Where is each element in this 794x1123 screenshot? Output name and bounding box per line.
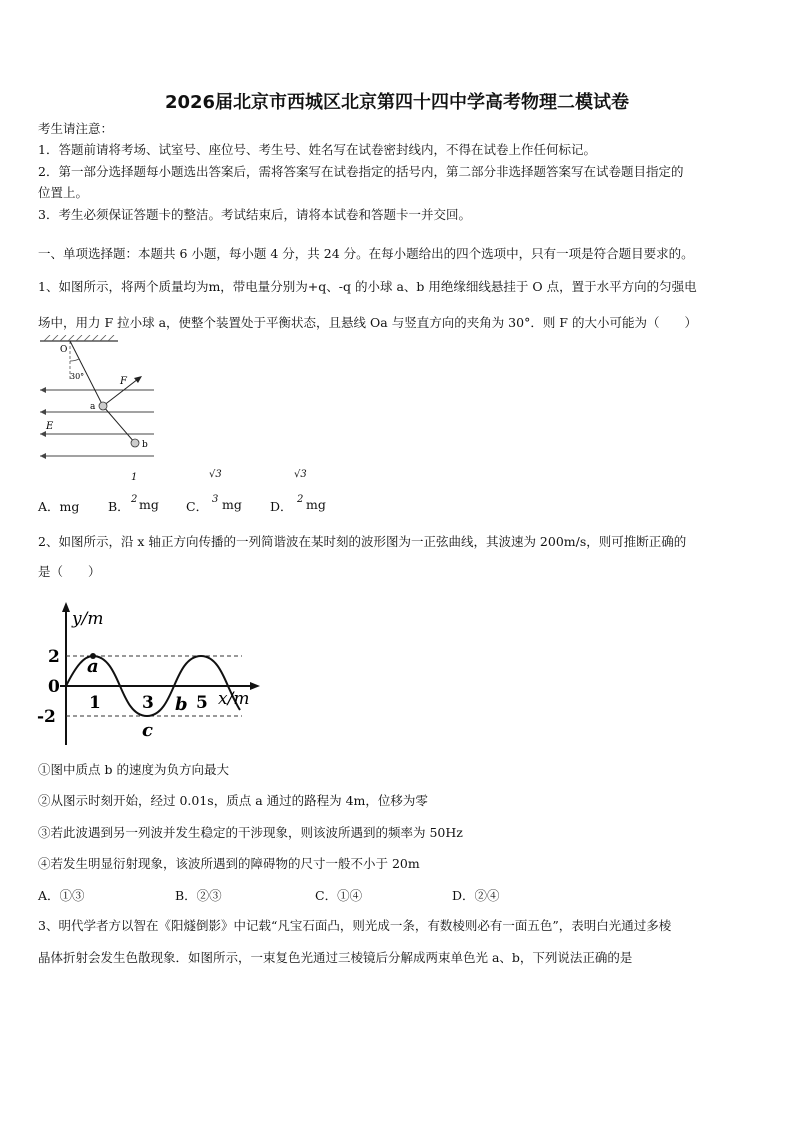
- fig1-label-angle: 30°: [70, 372, 85, 381]
- q1-option-d-den: 2: [297, 494, 304, 505]
- q2-statement-4: ④若发生明显衍射现象，该波所遇到的障碍物的尺寸一般不小于 20m: [38, 856, 420, 871]
- wave-point-c: c: [142, 720, 153, 741]
- q2-statement-2: ②从图示时刻开始，经过 0.01s，质点 a 通过的路程为 4m，位移为零: [38, 793, 428, 808]
- page-title: 2026届北京市西城区北京第四十四中学高考物理二模试卷: [164, 92, 630, 113]
- q1-option-c-unit: mg: [222, 497, 242, 512]
- notice-heading: 考生请注意：: [38, 121, 114, 136]
- q1-figure: [38, 335, 168, 465]
- q2-text-line1: 2、如图所示，沿 x 轴正方向传播的一列简谐波在某时刻的波形图为一正弦曲线，其波速为 200m/s，则可推断正确的: [38, 534, 687, 549]
- wave-ytick-0: 0: [48, 677, 60, 697]
- q3-text-line2: 晶体折射会发生色散现象．如图所示，一束复色光通过三棱镜后分解成两束单色光 a、b，下列说法正确的是: [38, 950, 633, 965]
- wave-ytick-2: 2: [48, 647, 60, 667]
- q1-text-line2: 场中，用力 F 拉小球 a，使整个装置处于平衡状态，且悬线 Oa 与竖直方向的夹角为 30°．则 F 的大小可能为（ ）: [38, 315, 697, 330]
- q2-option-b: B．②③: [175, 888, 222, 903]
- q1-option-a: A．mg: [38, 499, 80, 514]
- wave-point-b: b: [175, 694, 188, 715]
- q1-option-c-den: 3: [212, 494, 219, 505]
- q1-option-b-prefix: B．: [108, 499, 130, 514]
- q2-statement-1: ①图中质点 b 的速度为负方向最大: [38, 762, 229, 777]
- fig1-label-a: a: [90, 402, 96, 412]
- wave-xlabel: x/m: [218, 689, 250, 709]
- fig1-label-F: F: [120, 376, 127, 387]
- q1-option-b-unit: mg: [139, 497, 159, 512]
- wave-ytick-neg2: -2: [37, 707, 56, 727]
- wave-xtick-3: 3: [142, 693, 154, 713]
- q3-text-line1: 3、明代学者方以智在《阳燧倒影》中记载“凡宝石面凸，则光成一条，有数棱则必有一面五色”，表明白光通过多棱: [38, 918, 672, 933]
- fig1-label-O: O: [60, 345, 68, 355]
- fig1-label-E: E: [46, 421, 54, 432]
- notice-item-2-cont: 位置上。: [38, 185, 89, 200]
- q2-option-c: C．①④: [315, 888, 363, 903]
- q1-text-line1: 1、如图所示，将两个质量均为m，带电量分别为+q、-q 的小球 a、b 用绝缘细线悬挂于 O 点，置于水平方向的匀强电: [38, 279, 697, 294]
- wave-xtick-1: 1: [89, 693, 101, 713]
- section-heading: 一、单项选择题：本题共 6 小题，每小题 4 分，共 24 分。在每小题给出的四个选项中，只有一项是符合题目要求的。: [38, 246, 694, 261]
- notice-item-3: 3．考生必须保证答题卡的整洁。考试结束后，请将本试卷和答题卡一并交回。: [38, 207, 471, 222]
- notice-item-2: 2．第一部分选择题每小题选出答案后，需将答案写在试卷指定的括号内，第二部分非选择题答案写在试卷题目指定的: [38, 164, 684, 179]
- q2-option-d: D．②④: [452, 888, 500, 903]
- q1-option-b-den: 2: [131, 494, 138, 505]
- q1-option-d-prefix: D．: [270, 499, 293, 514]
- q1-option-d-num: √3: [294, 469, 307, 480]
- q2-statement-3: ③若此波遇到另一列波并发生稳定的干涉现象，则该波所遇到的频率为 50Hz: [38, 825, 463, 840]
- wave-xtick-5: 5: [196, 693, 208, 713]
- q2-text-line2: 是（ ）: [38, 564, 101, 579]
- q1-option-b-num: 1: [131, 472, 138, 483]
- wave-ylabel: y/m: [72, 609, 104, 629]
- notice-item-1: 1．答题前请将考场、试室号、座位号、考生号、姓名写在试卷密封线内，不得在试卷上作任何标记。: [38, 142, 596, 157]
- q2-wave-figure: [32, 600, 272, 750]
- fig1-label-b: b: [142, 440, 148, 450]
- wave-point-a: a: [87, 656, 99, 677]
- q1-option-d-unit: mg: [306, 497, 326, 512]
- q1-option-c-prefix: C．: [186, 499, 209, 514]
- q2-option-a: A．①③: [38, 888, 85, 903]
- q1-option-c-num: √3: [209, 469, 222, 480]
